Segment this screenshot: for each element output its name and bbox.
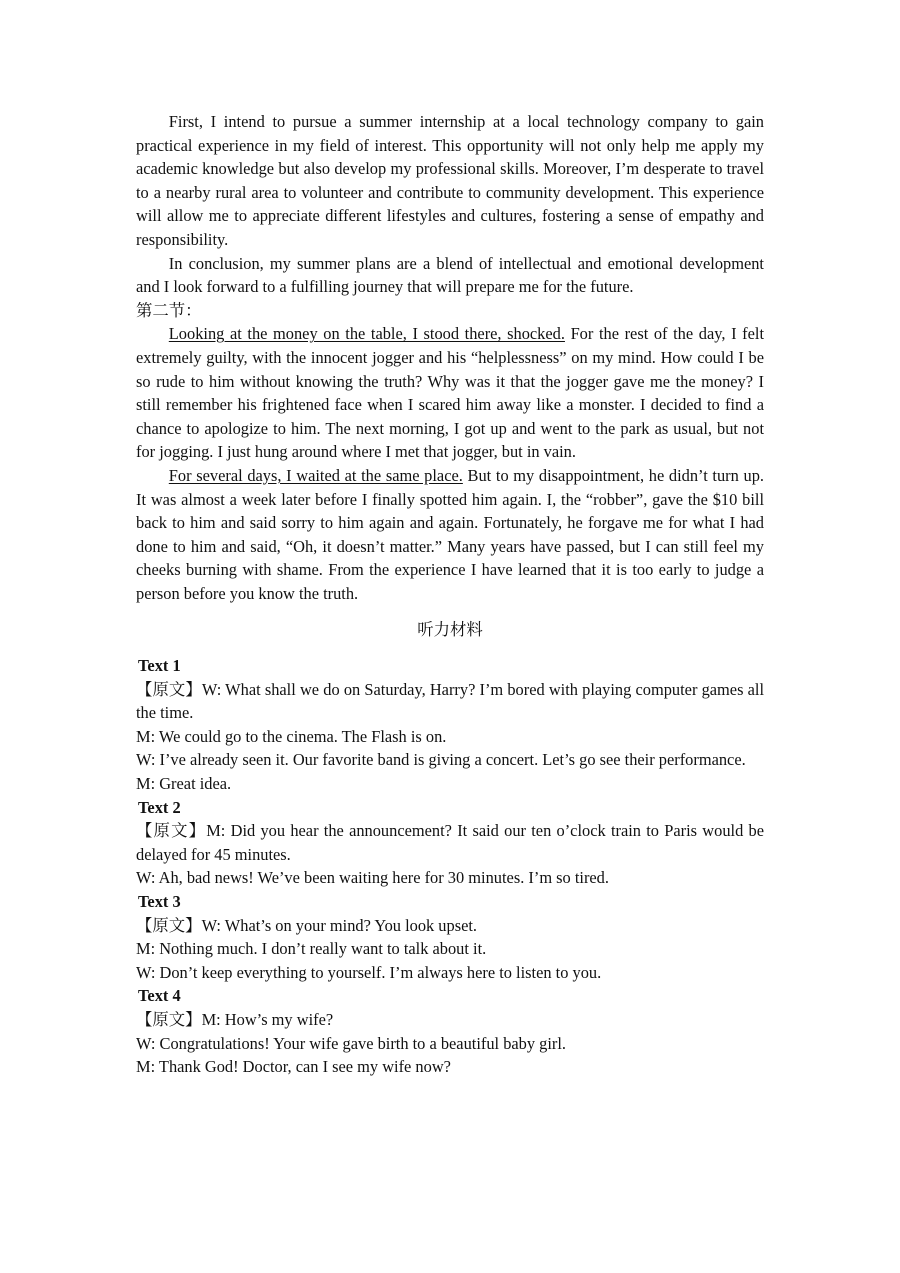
story-paragraph-1-text: For the rest of the day, I felt extremely guilty, with the innocent jogger and his “helplessness” on my mind. How could I be so rude to him without knowing the truth? Why was it that the jogger gave me the money? I still remember his frightened face when I scared him away like a monster. I decided to find a chance to apologize to him. The next morning, I got up and went to the park as usual, but not for jogging. I just hung around where I met that jogger, but in vain. (136, 324, 764, 462)
dialogue-line: M: Thank God! Doctor, can I see my wife now? (136, 1057, 451, 1077)
text-label: Text 4 (138, 986, 181, 1006)
story-paragraph-2 (136, 464, 764, 606)
dialogue-line: W: I’ve already seen it. Our favorite band is giving a concert. Let’s go see their performance. (136, 750, 746, 770)
dialogue-line: W: What’s on your mind? You look upset. (201, 915, 478, 935)
original-text-tag: 【原文】 (136, 679, 202, 699)
transcript-first-line (136, 678, 764, 725)
essay-paragraph-1: First, I intend to pursue a summer internship at a local technology company to gain practical experience in my field of interest. This opportunity will not only help me apply my academic knowledge but also develop my professional skills. Moreover, I’m desperate to travel to a nearby rural area to volunteer and contribute to community development. This experience will allow me to appreciate different lifestyles and cultures, fostering a sense of empathy and responsibility. (136, 112, 764, 249)
dialogue-line: W: Ah, bad news! We’ve been waiting here for 30 minutes. I’m so tired. (136, 868, 609, 888)
dialogue-line: W: Congratulations! Your wife gave birth to a beautiful baby girl. (136, 1033, 567, 1053)
text-label: Text 2 (138, 797, 181, 817)
listening-material-title: 听力材料 (417, 620, 483, 640)
underlined-opening-sentence: Looking at the money on the table, I stood there, shocked. (168, 324, 565, 344)
listening-text-3 (136, 890, 764, 984)
essay-paragraph-2: In conclusion, my summer plans are a blend of intellectual and emotional development and I look forward to a fulfilling journey that will prepare me for the future. (136, 253, 764, 297)
dialogue-line: W: What shall we do on Saturday, Harry? I’m bored with playing computer games all the time. (136, 679, 764, 723)
transcript-first-line (136, 914, 764, 938)
listening-text-4 (136, 984, 764, 1078)
text-label: Text 3 (138, 892, 181, 911)
dialogue-line: M: Did you hear the announcement? It said our ten o’clock train to Paris would be delayed for 45 minutes. (136, 821, 765, 864)
original-text-tag: 【原文】 (136, 1009, 202, 1029)
dialogue-line: M: We could go to the cinema. The Flash is on. (136, 726, 447, 746)
story-paragraph-1 (136, 322, 764, 464)
dialogue-line: M: How’s my wife? (201, 1009, 334, 1029)
dialogue-line: M: Great idea. (136, 774, 232, 794)
dialogue-line: M: Nothing much. I don’t really want to talk about it. (136, 939, 487, 959)
section-heading: 第二节： (136, 300, 202, 320)
dialogue-line: W: Don’t keep everything to yourself. I’m always here to listen to you. (136, 962, 602, 982)
transcript-first-line (136, 1008, 764, 1032)
story-paragraph-2-text: But to my disappointment, he didn’t turn up. It was almost a week later before I finally spotted him again. I, the “robber”, gave the $10 bill back to him and said sorry to him again and again. Fortunately, he forgave me for what I had done to him and said, “Oh, it doesn’t matter.” Many years have passed, but I can still feel my cheeks burning with shame. From the experience I have learned that it is too early to judge a person before you know the truth. (136, 465, 764, 603)
original-text-tag: 【原文】 (136, 915, 202, 935)
original-text-tag: 【原文】 (136, 821, 207, 841)
listening-text-2 (136, 796, 764, 890)
document-page (136, 110, 764, 1079)
underlined-opening-sentence: For several days, I waited at the same place. (168, 465, 463, 485)
transcript-first-line (136, 819, 764, 866)
text-label: Text 1 (138, 656, 181, 676)
listening-text-1 (136, 654, 764, 796)
